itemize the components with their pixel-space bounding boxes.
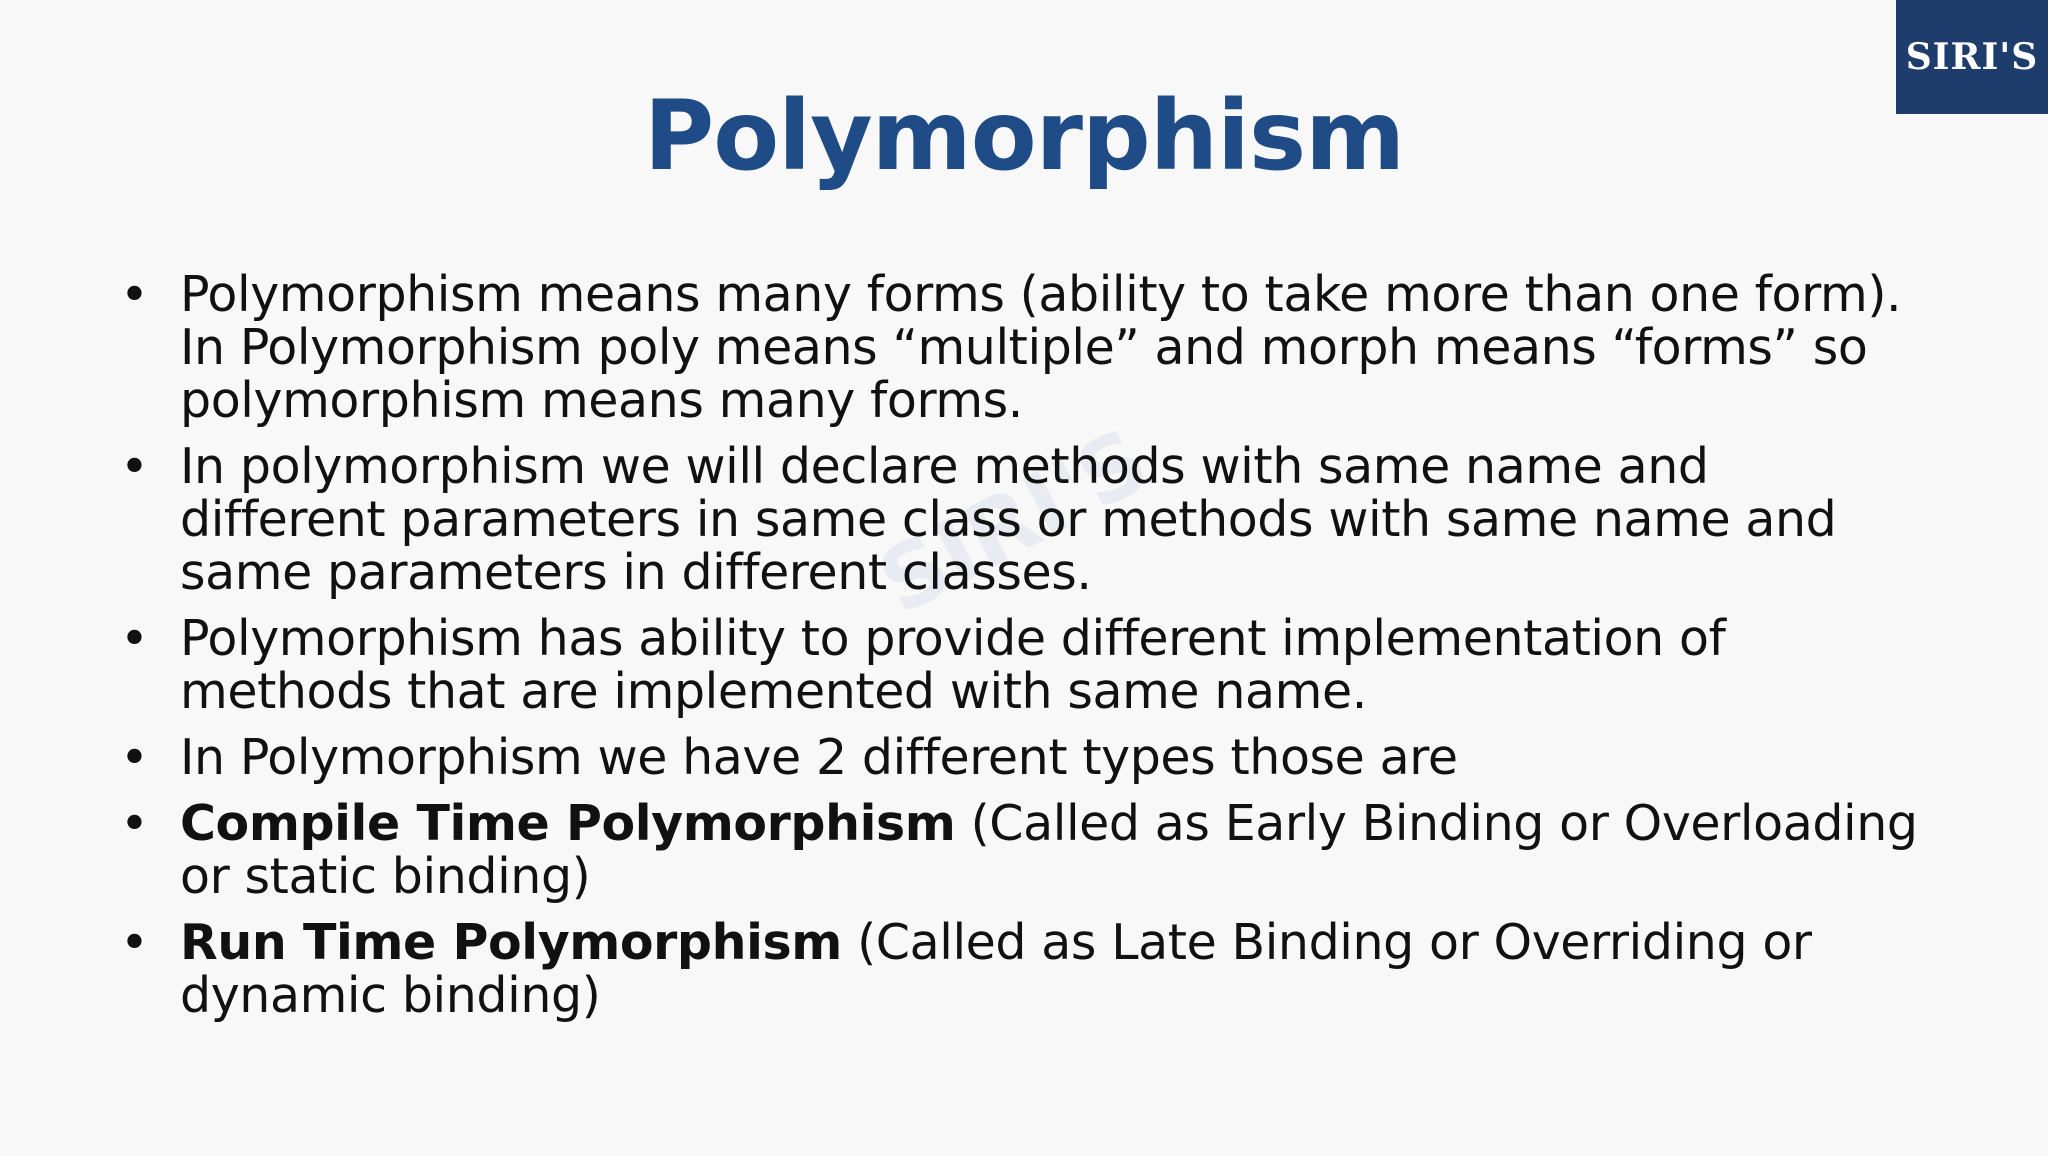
bullet-bold-text: Run Time Polymorphism (180, 914, 842, 971)
bullet-text: (Called as Late Binding or Overriding or dynamic binding) (180, 914, 1812, 1024)
bullet-list (120, 268, 1920, 1035)
bullet-text: In Polymorphism we have 2 different types those are (180, 729, 1458, 786)
bullet-dot-icon: • (120, 610, 149, 667)
bullet-dot-icon: • (120, 266, 149, 323)
watermark: SIRI'S (862, 408, 1165, 635)
bullet-item (120, 916, 1920, 1022)
bullet-dot-icon: • (120, 795, 149, 852)
bullet-text: Polymorphism means many forms (ability to take more than one form). In Polymorphism poly means “multiple” and morph means “forms” so polymorphism means many forms. (180, 266, 1902, 429)
bullet-dot-icon: • (120, 438, 149, 495)
bullet-text: (Called as Early Binding or Overloading or static binding) (180, 795, 1918, 905)
bullet-dot-icon: • (120, 914, 149, 971)
bullet-text: Polymorphism has ability to provide different implementation of methods that are implemented with same name. (180, 610, 1726, 720)
bullet-text: In polymorphism we will declare methods with same name and different parameters in same class or methods with same name and same parameters in different classes. (180, 438, 1837, 601)
bullet-bold-text: Compile Time Polymorphism (180, 795, 956, 852)
bullet-item (120, 731, 1920, 784)
bullet-dot-icon: • (120, 729, 149, 786)
bullet-item (120, 440, 1920, 599)
bullet-item (120, 268, 1920, 427)
bullet-item (120, 612, 1920, 718)
brand-logo-text: SIRI'S (1905, 36, 2039, 78)
bullet-item (120, 797, 1920, 903)
slide-title: Polymorphism (643, 80, 1405, 192)
